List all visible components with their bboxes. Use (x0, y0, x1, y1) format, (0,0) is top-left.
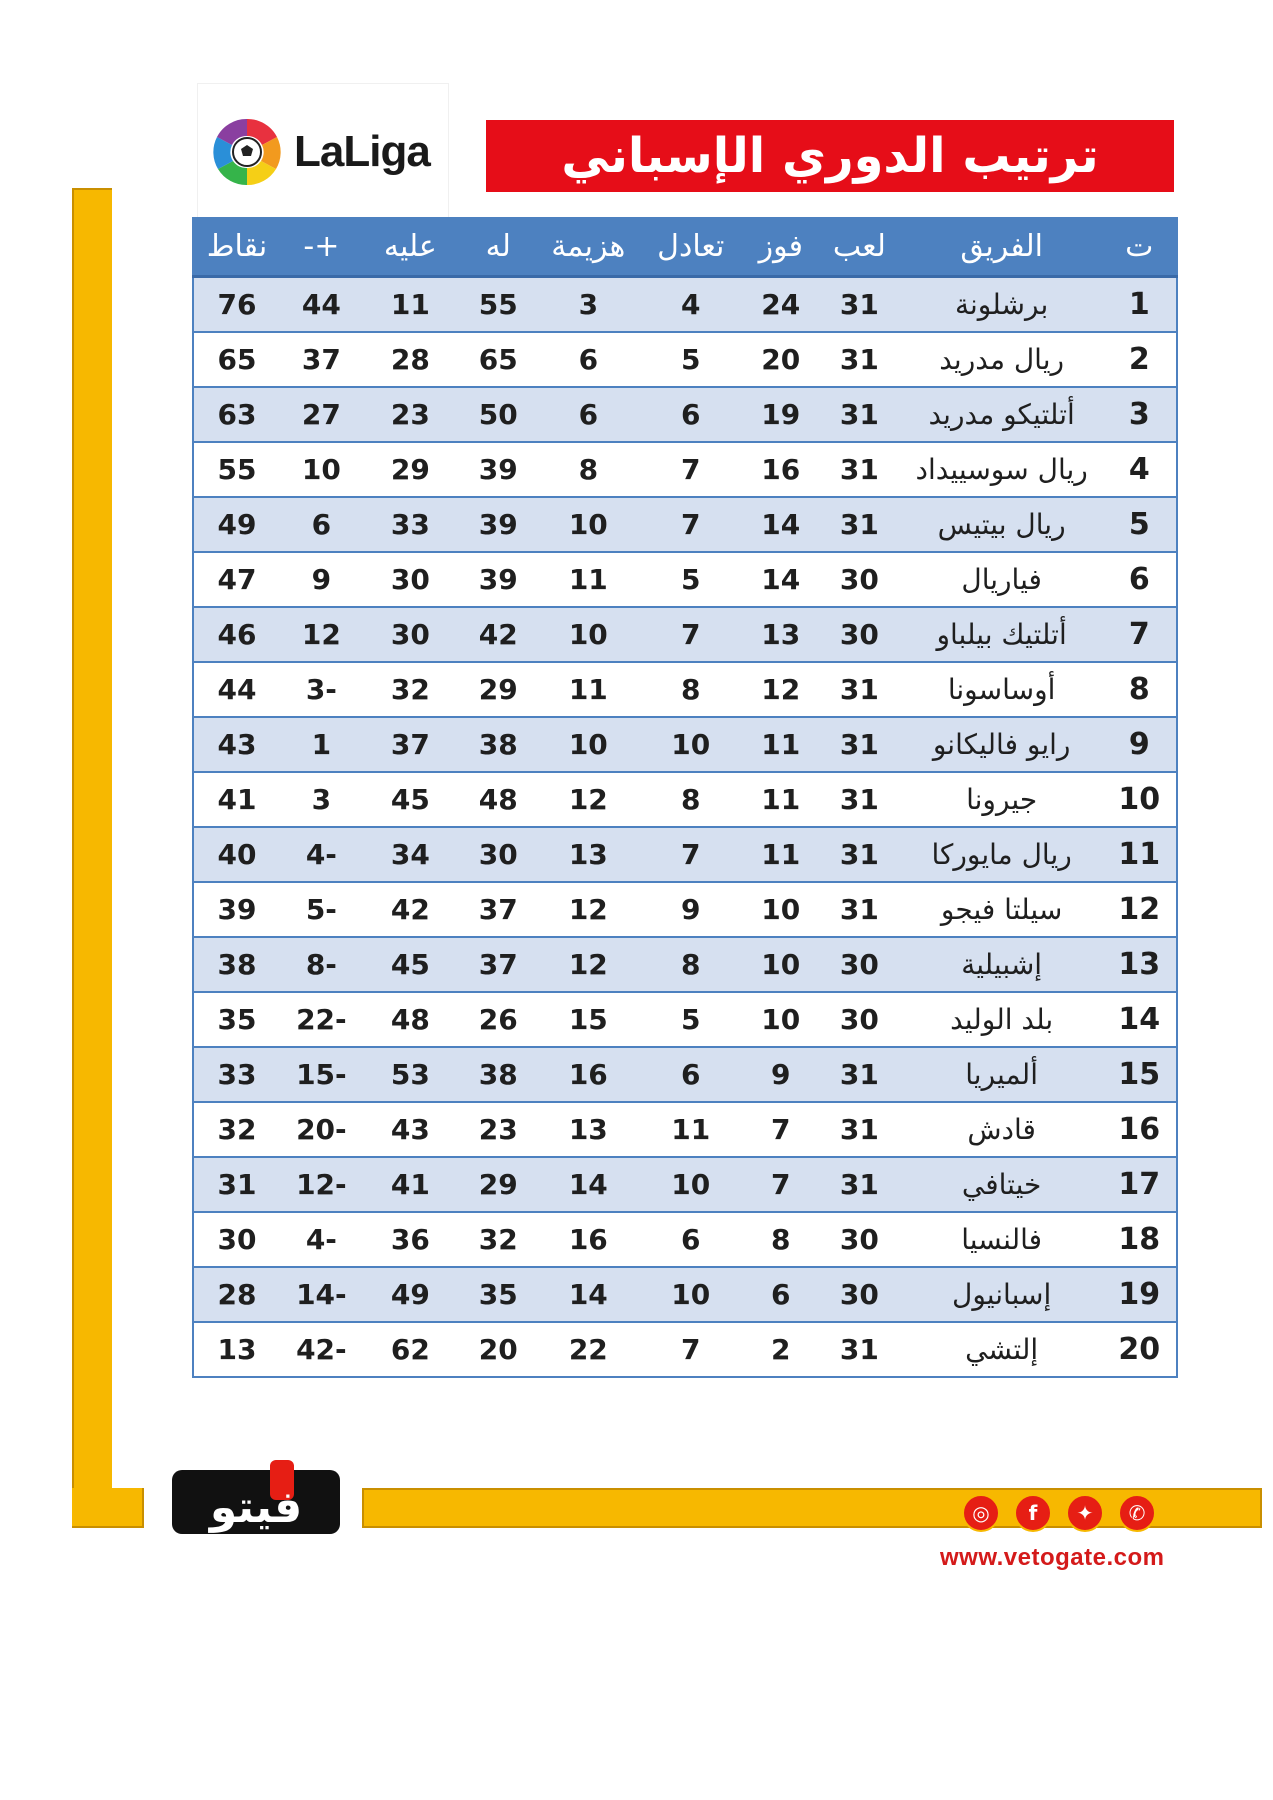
cell-won: 16 (744, 442, 818, 497)
cell-played: 31 (818, 332, 901, 387)
table-row (193, 277, 1177, 333)
cell-goal-diff: -14 (280, 1267, 363, 1322)
table-row (193, 882, 1177, 937)
cell-team: أتلتيك بيلباو (901, 607, 1103, 662)
cell-drawn: 8 (638, 662, 744, 717)
cell-lost: 3 (539, 277, 638, 333)
table-row (193, 1212, 1177, 1267)
col-header-points: نقاط (193, 217, 280, 277)
cell-goals-for: 29 (458, 662, 539, 717)
cell-won: 9 (744, 1047, 818, 1102)
cell-rank: 15 (1103, 1047, 1177, 1102)
cell-goal-diff: -5 (280, 882, 363, 937)
cell-lost: 6 (539, 332, 638, 387)
cell-lost: 16 (539, 1212, 638, 1267)
table-row (193, 332, 1177, 387)
cell-points: 55 (193, 442, 280, 497)
cell-points: 31 (193, 1157, 280, 1212)
col-header-rank: ت (1103, 217, 1177, 277)
cell-team: جيرونا (901, 772, 1103, 827)
cell-played: 30 (818, 937, 901, 992)
cell-rank: 12 (1103, 882, 1177, 937)
cell-lost: 12 (539, 772, 638, 827)
cell-goal-diff: -3 (280, 662, 363, 717)
cell-drawn: 5 (638, 992, 744, 1047)
cell-goals-for: 32 (458, 1212, 539, 1267)
cell-points: 65 (193, 332, 280, 387)
cell-lost: 13 (539, 827, 638, 882)
cell-goals-against: 33 (363, 497, 458, 552)
table-row (193, 937, 1177, 992)
table-row (193, 1157, 1177, 1212)
cell-played: 30 (818, 1267, 901, 1322)
cell-lost: 10 (539, 717, 638, 772)
cell-goals-for: 38 (458, 717, 539, 772)
table-row (193, 1322, 1177, 1377)
cell-goals-for: 48 (458, 772, 539, 827)
col-header-drawn: تعادل (638, 217, 744, 277)
cell-rank: 3 (1103, 387, 1177, 442)
cell-goals-for: 50 (458, 387, 539, 442)
social-icons (962, 1494, 1156, 1532)
cell-played: 31 (818, 1322, 901, 1377)
cell-team: خيتافي (901, 1157, 1103, 1212)
cell-goal-diff: 44 (280, 277, 363, 333)
cell-goals-against: 34 (363, 827, 458, 882)
cell-goal-diff: -20 (280, 1102, 363, 1157)
cell-goals-for: 35 (458, 1267, 539, 1322)
cell-goals-against: 42 (363, 882, 458, 937)
cell-team: ريال مدريد (901, 332, 1103, 387)
cell-goal-diff: -12 (280, 1157, 363, 1212)
cell-drawn: 7 (638, 607, 744, 662)
laliga-wordmark: LaLiga (294, 126, 430, 176)
cell-team: ريال سوسييداد (901, 442, 1103, 497)
cell-goals-for: 23 (458, 1102, 539, 1157)
cell-rank: 19 (1103, 1267, 1177, 1322)
col-header-team: الفريق (901, 217, 1103, 277)
col-header-goal-diff: +- (280, 217, 363, 277)
cell-won: 10 (744, 882, 818, 937)
cell-drawn: 9 (638, 882, 744, 937)
cell-drawn: 10 (638, 1157, 744, 1212)
cell-points: 39 (193, 882, 280, 937)
cell-goals-for: 26 (458, 992, 539, 1047)
whatsapp-icon[interactable]: ✆ (1118, 1494, 1156, 1532)
cell-points: 63 (193, 387, 280, 442)
cell-played: 31 (818, 882, 901, 937)
cell-team: بلد الوليد (901, 992, 1103, 1047)
cell-goals-against: 41 (363, 1157, 458, 1212)
cell-won: 11 (744, 827, 818, 882)
cell-rank: 13 (1103, 937, 1177, 992)
col-header-played: لعب (818, 217, 901, 277)
laliga-logo (198, 84, 448, 219)
cell-lost: 22 (539, 1322, 638, 1377)
cell-team: قادش (901, 1102, 1103, 1157)
cell-goals-against: 28 (363, 332, 458, 387)
cell-played: 31 (818, 717, 901, 772)
cell-goals-for: 29 (458, 1157, 539, 1212)
cell-won: 14 (744, 552, 818, 607)
cell-won: 14 (744, 497, 818, 552)
cell-won: 7 (744, 1157, 818, 1212)
cell-lost: 16 (539, 1047, 638, 1102)
cell-team: فياريال (901, 552, 1103, 607)
cell-lost: 6 (539, 387, 638, 442)
cell-goals-against: 30 (363, 552, 458, 607)
cell-rank: 6 (1103, 552, 1177, 607)
cell-team: ريال بيتيس (901, 497, 1103, 552)
cell-goal-diff: -42 (280, 1322, 363, 1377)
cell-lost: 12 (539, 882, 638, 937)
cell-points: 13 (193, 1322, 280, 1377)
cell-goals-against: 11 (363, 277, 458, 333)
cell-points: 40 (193, 827, 280, 882)
table-row (193, 1047, 1177, 1102)
cell-won: 7 (744, 1102, 818, 1157)
cell-drawn: 6 (638, 1212, 744, 1267)
cell-goals-for: 30 (458, 827, 539, 882)
frame-left-bar (72, 188, 112, 1528)
cell-rank: 7 (1103, 607, 1177, 662)
cell-rank: 4 (1103, 442, 1177, 497)
cell-goals-for: 39 (458, 497, 539, 552)
cell-played: 31 (818, 442, 901, 497)
cell-points: 46 (193, 607, 280, 662)
cell-goals-against: 62 (363, 1322, 458, 1377)
table-row (193, 992, 1177, 1047)
cell-rank: 20 (1103, 1322, 1177, 1377)
cell-won: 24 (744, 277, 818, 333)
cell-team: فالنسيا (901, 1212, 1103, 1267)
cell-goal-diff: -8 (280, 937, 363, 992)
cell-goals-for: 55 (458, 277, 539, 333)
cell-points: 76 (193, 277, 280, 333)
cell-won: 11 (744, 717, 818, 772)
cell-lost: 13 (539, 1102, 638, 1157)
veto-wordmark: فيتو (209, 1482, 303, 1533)
cell-drawn: 5 (638, 552, 744, 607)
cell-rank: 14 (1103, 992, 1177, 1047)
cell-lost: 14 (539, 1157, 638, 1212)
cell-goal-diff: 3 (280, 772, 363, 827)
cell-goals-against: 43 (363, 1102, 458, 1157)
laliga-badge-icon (210, 115, 284, 189)
cell-goals-against: 37 (363, 717, 458, 772)
table-row (193, 552, 1177, 607)
cell-won: 8 (744, 1212, 818, 1267)
cell-rank: 16 (1103, 1102, 1177, 1157)
cell-goals-against: 36 (363, 1212, 458, 1267)
cell-played: 31 (818, 827, 901, 882)
cell-points: 43 (193, 717, 280, 772)
cell-goals-against: 30 (363, 607, 458, 662)
instagram-icon[interactable]: ◎ (962, 1494, 1000, 1532)
table-row (193, 1267, 1177, 1322)
table-row (193, 662, 1177, 717)
cell-rank: 5 (1103, 497, 1177, 552)
cell-goal-diff: 9 (280, 552, 363, 607)
cell-goals-against: 53 (363, 1047, 458, 1102)
cell-goal-diff: 1 (280, 717, 363, 772)
cell-points: 49 (193, 497, 280, 552)
cell-played: 31 (818, 1102, 901, 1157)
cell-drawn: 7 (638, 1322, 744, 1377)
cell-points: 44 (193, 662, 280, 717)
cell-rank: 9 (1103, 717, 1177, 772)
cell-lost: 8 (539, 442, 638, 497)
table-header-row (193, 217, 1177, 277)
col-header-lost: هزيمة (539, 217, 638, 277)
cell-played: 30 (818, 992, 901, 1047)
cell-played: 31 (818, 497, 901, 552)
col-header-goals-for: له (458, 217, 539, 277)
cell-rank: 10 (1103, 772, 1177, 827)
twitter-icon[interactable]: ✦ (1066, 1494, 1104, 1532)
cell-lost: 15 (539, 992, 638, 1047)
cell-won: 12 (744, 662, 818, 717)
cell-rank: 17 (1103, 1157, 1177, 1212)
cell-team: إلتشي (901, 1322, 1103, 1377)
cell-goal-diff: 12 (280, 607, 363, 662)
cell-drawn: 10 (638, 1267, 744, 1322)
cell-lost: 10 (539, 497, 638, 552)
table-row (193, 717, 1177, 772)
page-title: ترتيب الدوري الإسباني (486, 120, 1174, 192)
table-row (193, 772, 1177, 827)
cell-goal-diff: -15 (280, 1047, 363, 1102)
cell-team: أتلتيكو مدريد (901, 387, 1103, 442)
cell-goal-diff: 37 (280, 332, 363, 387)
facebook-icon[interactable]: f (1014, 1494, 1052, 1532)
cell-goals-for: 37 (458, 937, 539, 992)
cell-played: 30 (818, 552, 901, 607)
cell-won: 2 (744, 1322, 818, 1377)
cell-lost: 11 (539, 662, 638, 717)
cell-rank: 18 (1103, 1212, 1177, 1267)
cell-goal-diff: 27 (280, 387, 363, 442)
cell-goal-diff: -4 (280, 1212, 363, 1267)
cell-won: 11 (744, 772, 818, 827)
table-row (193, 442, 1177, 497)
cell-goal-diff: -4 (280, 827, 363, 882)
cell-played: 31 (818, 662, 901, 717)
cell-points: 41 (193, 772, 280, 827)
veto-logo (166, 1456, 346, 1548)
cell-goal-diff: -22 (280, 992, 363, 1047)
cell-team: إشبيلية (901, 937, 1103, 992)
cell-rank: 1 (1103, 277, 1177, 333)
cell-points: 28 (193, 1267, 280, 1322)
table-row (193, 607, 1177, 662)
cell-played: 31 (818, 772, 901, 827)
cell-goals-against: 45 (363, 937, 458, 992)
cell-points: 32 (193, 1102, 280, 1157)
website-link[interactable]: www.vetogate.com (940, 1544, 1165, 1571)
cell-team: أوساسونا (901, 662, 1103, 717)
cell-team: رايو فاليكانو (901, 717, 1103, 772)
cell-points: 30 (193, 1212, 280, 1267)
frame-corner-bar (72, 1488, 144, 1528)
cell-played: 31 (818, 277, 901, 333)
cell-lost: 14 (539, 1267, 638, 1322)
cell-goal-diff: 6 (280, 497, 363, 552)
cell-drawn: 6 (638, 387, 744, 442)
col-header-won: فوز (744, 217, 818, 277)
cell-goals-against: 23 (363, 387, 458, 442)
cell-drawn: 8 (638, 772, 744, 827)
cell-points: 33 (193, 1047, 280, 1102)
cell-lost: 11 (539, 552, 638, 607)
cell-goals-for: 65 (458, 332, 539, 387)
cell-played: 31 (818, 1047, 901, 1102)
cell-team: سيلتا فيجو (901, 882, 1103, 937)
cell-goal-diff: 10 (280, 442, 363, 497)
cell-drawn: 8 (638, 937, 744, 992)
cell-won: 6 (744, 1267, 818, 1322)
cell-goals-for: 39 (458, 552, 539, 607)
cell-team: برشلونة (901, 277, 1103, 333)
cell-played: 31 (818, 1157, 901, 1212)
cell-goals-for: 42 (458, 607, 539, 662)
cell-rank: 2 (1103, 332, 1177, 387)
cell-drawn: 4 (638, 277, 744, 333)
cell-lost: 12 (539, 937, 638, 992)
col-header-goals-against: عليه (363, 217, 458, 277)
cell-rank: 8 (1103, 662, 1177, 717)
cell-won: 10 (744, 937, 818, 992)
cell-won: 19 (744, 387, 818, 442)
table-row (193, 827, 1177, 882)
cell-drawn: 6 (638, 1047, 744, 1102)
cell-played: 30 (818, 1212, 901, 1267)
cell-played: 31 (818, 387, 901, 442)
cell-drawn: 7 (638, 442, 744, 497)
cell-drawn: 5 (638, 332, 744, 387)
cell-played: 30 (818, 607, 901, 662)
table-row (193, 387, 1177, 442)
cell-goals-for: 20 (458, 1322, 539, 1377)
cell-won: 10 (744, 992, 818, 1047)
cell-rank: 11 (1103, 827, 1177, 882)
cell-goals-for: 38 (458, 1047, 539, 1102)
table-row (193, 1102, 1177, 1157)
cell-drawn: 7 (638, 827, 744, 882)
cell-team: ألميريا (901, 1047, 1103, 1102)
cell-goals-against: 48 (363, 992, 458, 1047)
cell-won: 13 (744, 607, 818, 662)
cell-won: 20 (744, 332, 818, 387)
cell-drawn: 10 (638, 717, 744, 772)
cell-goals-against: 32 (363, 662, 458, 717)
cell-goals-for: 39 (458, 442, 539, 497)
cell-team: إسبانيول (901, 1267, 1103, 1322)
standings-table (192, 217, 1178, 1378)
cell-goals-for: 37 (458, 882, 539, 937)
cell-lost: 10 (539, 607, 638, 662)
cell-points: 35 (193, 992, 280, 1047)
cell-goals-against: 49 (363, 1267, 458, 1322)
cell-points: 38 (193, 937, 280, 992)
cell-drawn: 11 (638, 1102, 744, 1157)
table-row (193, 497, 1177, 552)
cell-team: ريال مايوركا (901, 827, 1103, 882)
cell-points: 47 (193, 552, 280, 607)
cell-goals-against: 29 (363, 442, 458, 497)
cell-goals-against: 45 (363, 772, 458, 827)
cell-drawn: 7 (638, 497, 744, 552)
